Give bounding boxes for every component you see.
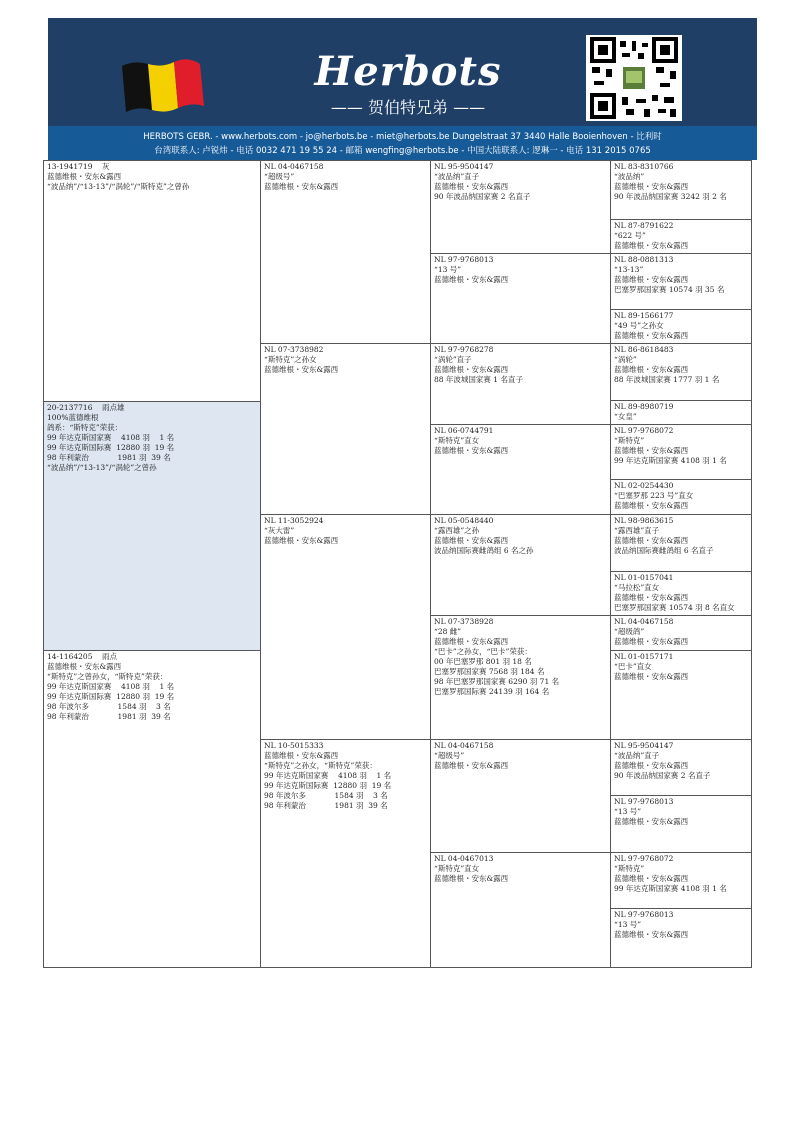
pedigree-line: 99 年达克斯国际赛 12880 羽 19 名: [47, 443, 175, 452]
pedigree-gen2-2: [260, 343, 431, 515]
pedigree-line: 蓝德维根・安东&露西: [614, 930, 689, 939]
header-banner: [48, 18, 757, 160]
pedigree-gen4-6: [610, 400, 752, 425]
pedigree-gen4-1: [610, 160, 752, 220]
pedigree-line: 蓝德维根・安东&露西: [434, 761, 509, 770]
pedigree-line: “波品纳”/“13-13”/“涡轮”/“斯特克”之曾孙: [47, 182, 190, 191]
pedigree-line: 100%蓝德维根: [47, 413, 99, 422]
pedigree-line: 99 年达克斯国家赛 4108 羽 1 名: [614, 884, 727, 893]
pedigree-line: 98 年利蒙治 1981 羽 39 名: [47, 712, 171, 721]
pedigree-gen4-9: [610, 514, 752, 572]
pedigree-line: 98 年巴塞罗那国家赛 6290 羽 71 名: [434, 677, 560, 686]
pedigree-line: NL 01-0157171: [614, 652, 674, 661]
pedigree-line: 90 年波品纳国家赛 3242 羽 2 名: [614, 192, 727, 201]
pedigree-line: 蓝德维根・安东&露西: [614, 331, 689, 340]
pedigree-line: 蓝德维根・安东&露西: [264, 365, 339, 374]
pedigree-line: 蓝德维根・安东&露西: [614, 593, 689, 602]
pedigree-gen4-5: [610, 343, 752, 401]
pedigree-line: “巴塞罗那 223 号”直女: [614, 491, 694, 500]
pedigree-line: “超级号”: [434, 751, 465, 760]
pedigree-gen4-15: [610, 852, 752, 909]
pedigree-line: “巴卡”直女: [614, 662, 652, 671]
pedigree-line: NL 07-3738982: [264, 345, 324, 354]
pedigree-line: 20-2137716 雨点雄: [47, 403, 125, 412]
pedigree-line: 88 年波城国家赛 1777 羽 1 名: [614, 375, 720, 384]
pedigree-gen4-12: [610, 650, 752, 740]
pedigree-line: “622 号”: [614, 231, 646, 240]
pedigree-gen3-4: [430, 424, 611, 515]
pedigree-gen4-3: [610, 253, 752, 310]
pedigree-line: NL 86-8618483: [614, 345, 674, 354]
pedigree-subject: [43, 401, 261, 651]
pedigree-line: “露西雄”之孙: [434, 526, 480, 535]
pedigree-gen3-1: [430, 160, 611, 254]
pedigree-line: NL 10-5015333: [264, 741, 324, 750]
pedigree-gen4-13: [610, 739, 752, 796]
pedigree-gen3-7: [430, 739, 611, 853]
pedigree-line: 巴塞罗那国际赛 24139 羽 164 名: [434, 687, 550, 696]
pedigree-line: NL 95-9504147: [614, 741, 674, 750]
pedigree-line: “涡轮”: [614, 355, 637, 364]
pedigree-line: 蓝德维根・安东&露西: [614, 761, 689, 770]
pedigree-line: NL 89-8980719: [614, 402, 674, 411]
pedigree-line: “斯特克”直女: [434, 436, 480, 445]
pedigree-line: NL 89-1566177: [614, 311, 674, 320]
pedigree-line: NL 88-0881313: [614, 255, 674, 264]
pedigree-line: 蓝德维根・安东&露西: [434, 446, 509, 455]
pedigree-line: 蓝德维根・安东&露西: [264, 182, 339, 191]
pedigree-line: 巴塞罗那国家赛 10574 羽 8 名直女: [614, 603, 735, 612]
pedigree-line: 99 年达克斯国际赛 12880 羽 19 名: [264, 781, 392, 790]
pedigree-line: “斯特克”之孙女，“斯特克”荣获：: [264, 761, 377, 770]
pedigree-gen4-16: [610, 908, 752, 968]
pedigree-line: NL 97-9768013: [434, 255, 494, 264]
pedigree-line: NL 97-9768072: [614, 426, 674, 435]
pedigree-line: 蓝德维根・安东&露西: [264, 536, 339, 545]
pedigree-line: 99 年达克斯国际赛 12880 羽 19 名: [47, 692, 175, 701]
pedigree-line: 13-1941719 灰: [47, 162, 110, 171]
pedigree-line: “13 号”: [614, 920, 642, 929]
brand-chinese-name: —— 贺伯特兄弟 ——: [330, 98, 486, 117]
pedigree-line: 巴塞罗那国家赛 10574 羽 35 名: [614, 285, 725, 294]
pedigree-gen4-14: [610, 795, 752, 853]
pedigree-line: 蓝德维根・安东&露西: [264, 751, 339, 760]
belgian-flag-icon: [122, 58, 212, 114]
pedigree-line: NL 04-0467158: [614, 617, 674, 626]
pedigree-line: NL 04-0467158: [434, 741, 494, 750]
pedigree-line: NL 97-9768013: [614, 797, 674, 806]
pedigree-line: 蓝德维根・安东&露西: [614, 637, 689, 646]
pedigree-line: 蓝德维根・安东&露西: [47, 662, 122, 671]
pedigree-line: “13-13”: [614, 265, 644, 274]
pedigree-line: 99 年达克斯国家赛 4108 羽 1 名: [47, 682, 175, 691]
pedigree-line: 蓝德维根・安东&露西: [434, 874, 509, 883]
pedigree-line: “斯特克”: [614, 436, 645, 445]
pedigree-line: 00 年巴塞罗那 801 羽 18 名: [434, 657, 532, 666]
pedigree-line: “28 雌”: [434, 627, 462, 636]
contact-strip: [48, 126, 757, 160]
pedigree-line: “超级号”: [264, 172, 295, 181]
pedigree-line: NL 06-0744791: [434, 426, 494, 435]
pedigree-gen4-4: [610, 309, 752, 344]
pedigree-line: “斯特克”之曾孙女，“斯特克”荣获：: [47, 672, 168, 681]
pedigree-line: NL 02-0254430: [614, 481, 674, 490]
pedigree-line: “斯特克”直女: [434, 864, 480, 873]
pedigree-gen3-2: [430, 253, 611, 344]
pedigree-line: NL 97-9768072: [614, 854, 674, 863]
pedigree-gen4-10: [610, 571, 752, 616]
pedigree-line: 蓝德维根・安东&露西: [434, 365, 509, 374]
pedigree-sire: [43, 160, 261, 402]
pedigree-line: “13 号”: [434, 265, 462, 274]
pedigree-line: NL 01-0157041: [614, 573, 674, 582]
pedigree-line: 98 年利蒙治 1981 羽 39 名: [264, 801, 388, 810]
pedigree-line: “波品纳”直子: [614, 751, 660, 760]
pedigree-line: “波品纳”直子: [434, 172, 480, 181]
pedigree-gen2-3: [260, 514, 431, 740]
pedigree-gen3-3: [430, 343, 611, 425]
pedigree-line: 蓝德维根・安东&露西: [434, 275, 509, 284]
pedigree-line: “巴卡”之孙女，“巴卡”荣获：: [434, 647, 532, 656]
pedigree-line: 99 年达克斯国家赛 4108 羽 1 名: [264, 771, 392, 780]
pedigree-line: 波品纳国际赛雌鸽组 6 名直子: [614, 546, 714, 555]
pedigree-line: 蓝德维根・安东&露西: [434, 536, 509, 545]
pedigree-line: 蓝德维根・安东&露西: [614, 446, 689, 455]
pedigree-line: NL 98-9863615: [614, 516, 674, 525]
pedigree-gen3-6: [430, 615, 611, 740]
pedigree-dam: [43, 650, 261, 968]
pedigree-line: NL 07-3738928: [434, 617, 494, 626]
pedigree-gen4-2: [610, 219, 752, 254]
pedigree-line: 90 年波品纳国家赛 2 名直子: [614, 771, 711, 780]
pedigree-line: “斯特克”: [614, 864, 645, 873]
pedigree-line: 蓝德维根・安东&露西: [434, 182, 509, 191]
pedigree-line: “49 号”之孙女: [614, 321, 664, 330]
pedigree-line: “女皇”: [614, 412, 637, 421]
pedigree-line: NL 97-9768278: [434, 345, 494, 354]
pedigree-line: NL 04-0467013: [434, 854, 494, 863]
pedigree-line: 99 年达克斯国家赛 4108 羽 1 名: [47, 433, 175, 442]
pedigree-gen4-8: [610, 479, 752, 515]
pedigree-line: NL 87-8791622: [614, 221, 674, 230]
pedigree-line: NL 95-9504147: [434, 162, 494, 171]
pedigree-line: “马拉松”直女: [614, 583, 660, 592]
pedigree-line: 蓝德维根・安东&露西: [614, 182, 689, 191]
pedigree-line: “波品纳”/“13-13”/“涡轮”之曾孙: [47, 463, 157, 472]
pedigree-gen4-7: [610, 424, 752, 480]
pedigree-gen2-1: [260, 160, 431, 344]
pedigree-line: “露西雄”直子: [614, 526, 660, 535]
pedigree-line: 蓝德维根・安东&露西: [47, 172, 122, 181]
pedigree-line: NL 05-0548440: [434, 516, 494, 525]
contact-line-1: HERBOTS GEBR. - www.herbots.com - jo@herbots.be - miet@herbots.be Dungelstraat 37 3440 Halle Booienhoven - 比利时: [143, 132, 662, 142]
pedigree-line: “13 号”: [614, 807, 642, 816]
pedigree-line: 98 年利蒙治 1981 羽 39 名: [47, 453, 171, 462]
pedigree-line: “灰大雷”: [264, 526, 295, 535]
pedigree-gen4-11: [610, 615, 752, 651]
pedigree-line: 蓝德维根・安东&露西: [614, 365, 689, 374]
pedigree-line: “涡轮”直子: [434, 355, 472, 364]
pedigree-line: 14-1164205 雨点: [47, 652, 118, 661]
pedigree-line: “斯特克”之孙女: [264, 355, 317, 364]
pedigree-gen2-4: [260, 739, 431, 968]
pedigree-line: 蓝德维根・安东&露西: [614, 874, 689, 883]
pedigree-gen3-5: [430, 514, 611, 616]
pedigree-line: NL 04-0467158: [264, 162, 324, 171]
pedigree-line: 蓝德维根・安东&露西: [614, 501, 689, 510]
pedigree-line: 蓝德维根・安东&露西: [434, 637, 509, 646]
pedigree-line: 88 年波城国家赛 1 名直子: [434, 375, 523, 384]
pedigree-line: 蓝德维根・安东&露西: [614, 672, 689, 681]
pedigree-line: 98 年波尔多 1584 羽 3 名: [47, 702, 171, 711]
pedigree-line: 波品纳国际赛雌鸽组 6 名之孙: [434, 546, 534, 555]
pedigree-line: 蓝德维根・安东&露西: [614, 536, 689, 545]
pedigree-line: 巴塞罗那国家赛 7568 羽 184 名: [434, 667, 545, 676]
pedigree-line: NL 11-3052924: [264, 516, 324, 525]
pedigree-line: 98 年波尔多 1584 羽 3 名: [264, 791, 388, 800]
pedigree-gen3-8: [430, 852, 611, 968]
pedigree-line: “超级鸽”: [614, 627, 645, 636]
contact-line-2: 台湾联系人: 卢锐炜 - 电话 0032 471 19 55 24 - 邮箱 wengfing@herbots.be - 中国大陆联系人: 逻琳一 - 电话 131 2015 0765: [154, 146, 651, 156]
pedigree-line: NL 97-9768013: [614, 910, 674, 919]
pedigree-line: 蓝德维根・安东&露西: [614, 275, 689, 284]
pedigree-line: 蓝德维根・安东&露西: [614, 817, 689, 826]
pedigree-line: 鸽系：“斯特克”荣获：: [47, 423, 123, 432]
pedigree-line: NL 83-8310766: [614, 162, 674, 171]
pedigree-line: 90 年波品纳国家赛 2 名直子: [434, 192, 531, 201]
pedigree-line: “波品纳”: [614, 172, 645, 181]
pedigree-line: 99 年达克斯国家赛 4108 羽 1 名: [614, 456, 727, 465]
qr-code-icon: [586, 35, 682, 121]
brand-logo-text: Herbots: [314, 48, 502, 95]
pedigree-line: 蓝德维根・安东&露西: [614, 241, 689, 250]
